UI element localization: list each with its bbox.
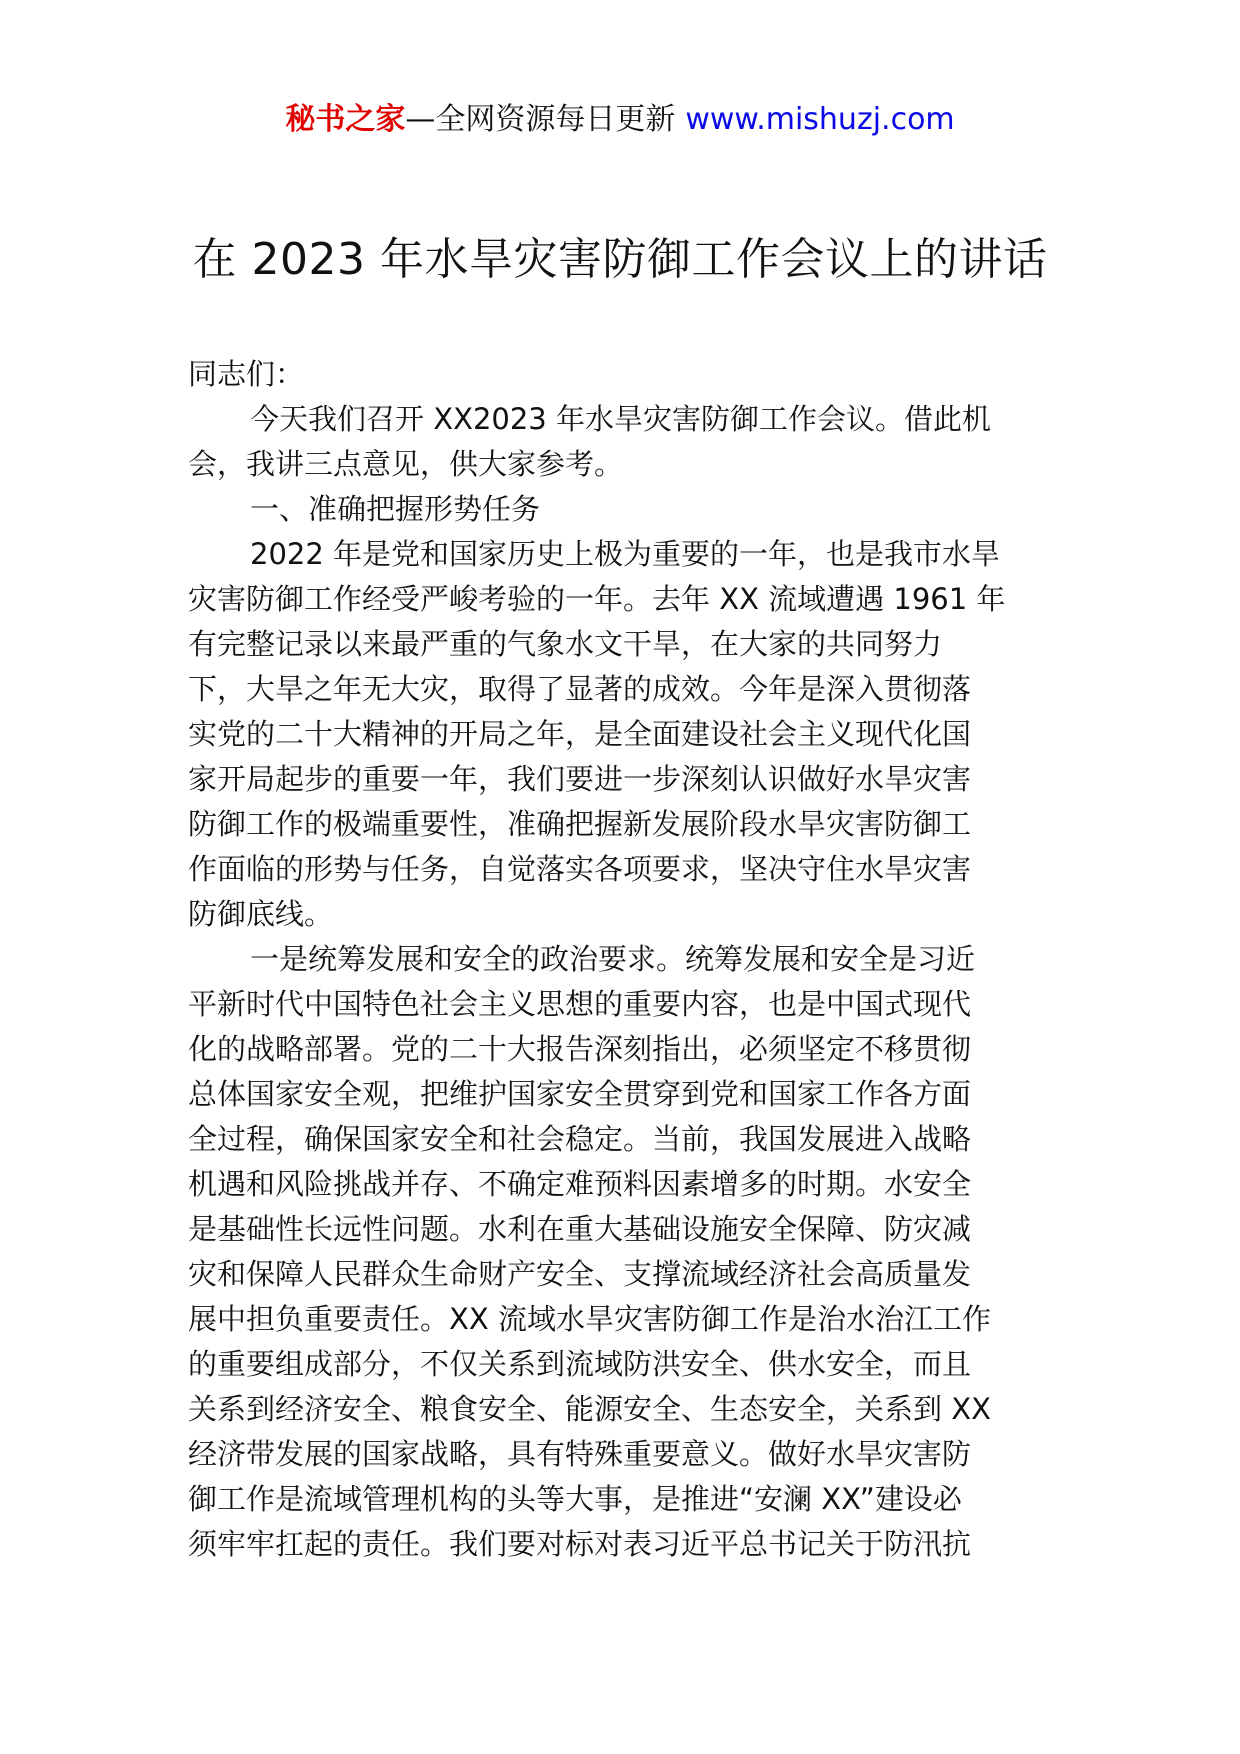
paragraph-line: 经济带发展的国家战略，具有特殊重要意义。做好水旱灾害防 xyxy=(188,1437,972,1471)
paragraph-line: 御工作是流域管理机构的头等大事，是推进“安澜 XX”建设必 xyxy=(188,1482,962,1516)
brand-name: 秘书之家 xyxy=(285,102,406,137)
paragraph-line: 防御底线。 xyxy=(188,897,334,931)
section-heading: 一、准确把握形势任务 xyxy=(250,492,541,526)
paragraph-line: 实党的二十大精神的开局之年，是全面建设社会主义现代化国 xyxy=(188,717,972,751)
paragraph-line: 今天我们召开 XX2023 年水旱灾害防御工作会议。借此机 xyxy=(250,402,991,436)
paragraph-line: 展中担负重要责任。XX 流域水旱灾害防御工作是治水治江工作 xyxy=(188,1302,991,1336)
paragraph-line: 化的战略部署。党的二十大报告深刻指出，必须坚定不移贯彻 xyxy=(188,1032,972,1066)
paragraph-line: 家开局起步的重要一年，我们要进一步深刻认识做好水旱灾害 xyxy=(188,762,972,796)
paragraph-line: 下，大旱之年无大灾，取得了显著的成效。今年是深入贯彻落 xyxy=(188,672,972,706)
paragraph-line: 作面临的形势与任务，自觉落实各项要求，坚决守住水旱灾害 xyxy=(188,852,972,886)
paragraph-line: 的重要组成部分，不仅关系到流域防洪安全、供水安全，而且 xyxy=(188,1347,972,1381)
paragraph-line: 总体国家安全观，把维护国家安全贯穿到党和国家工作各方面 xyxy=(188,1077,972,1111)
paragraph-line: 有完整记录以来最严重的气象水文干旱，在大家的共同努力 xyxy=(188,627,943,661)
paragraph-line: 是基础性长远性问题。水利在重大基础设施安全保障、防灾减 xyxy=(188,1212,972,1246)
document-body xyxy=(188,352,1050,1567)
paragraph-line: 机遇和风险挑战并存、不确定难预料因素增多的时期。水安全 xyxy=(188,1167,972,1201)
paragraph-line: 灾和保障人民群众生命财产安全、支撑流域经济社会高质量发 xyxy=(188,1257,972,1291)
paragraph-line: 防御工作的极端重要性，准确把握新发展阶段水旱灾害防御工 xyxy=(188,807,972,841)
paragraph-line: 2022 年是党和国家历史上极为重要的一年，也是我市水旱 xyxy=(250,537,1001,571)
header-slogan: —全网资源每日更新 xyxy=(405,102,676,137)
paragraph-line: 平新时代中国特色社会主义思想的重要内容，也是中国式现代 xyxy=(188,987,972,1021)
paragraph-line: 会，我讲三点意见，供大家参考。 xyxy=(188,447,624,481)
site-url-link[interactable]: www.mishuzj.com xyxy=(685,102,955,137)
document-title: 在 2023 年水旱灾害防御工作会议上的讲话 xyxy=(192,234,1048,285)
paragraph-line: 灾害防御工作经受严峻考验的一年。去年 XX 流域遭遇 1961 年 xyxy=(188,582,1006,616)
salutation-line: 同志们： xyxy=(188,357,305,391)
paragraph-line: 关系到经济安全、粮食安全、能源安全、生态安全，关系到 XX xyxy=(188,1392,991,1426)
site-header xyxy=(0,100,1240,140)
paragraph-line: 一是统筹发展和安全的政治要求。统筹发展和安全是习近 xyxy=(250,942,976,976)
paragraph-line: 全过程，确保国家安全和社会稳定。当前，我国发展进入战略 xyxy=(188,1122,972,1156)
paragraph-line: 须牢牢扛起的责任。我们要对标对表习近平总书记关于防汛抗 xyxy=(188,1527,972,1561)
